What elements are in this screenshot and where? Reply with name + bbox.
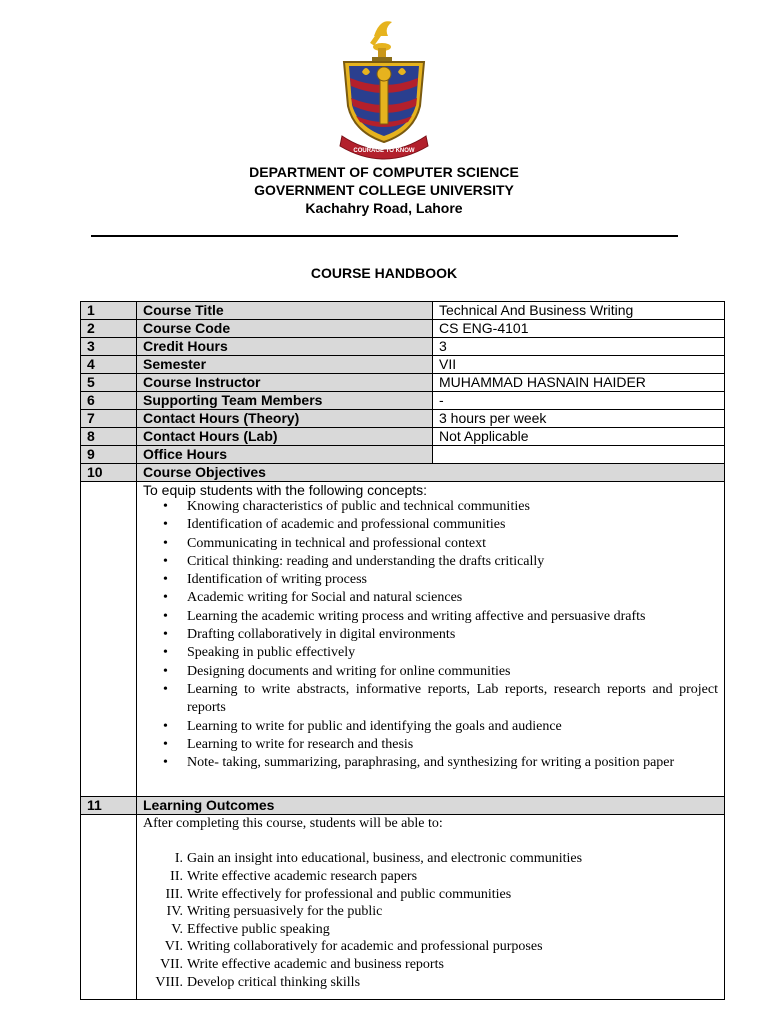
info-row	[81, 446, 725, 464]
outcome-item	[143, 974, 718, 992]
outcome-text: Write effective academic research papers	[187, 869, 418, 885]
row-value: VII	[433, 356, 725, 374]
row-label: Credit Hours	[137, 338, 433, 356]
row-value: 3 hours per week	[433, 410, 725, 428]
row-label: Course Code	[137, 320, 433, 338]
outcome-item	[143, 903, 718, 921]
row-number: 8	[81, 428, 137, 446]
objective-item: • Academic writing for Social and natural sciences	[143, 589, 718, 607]
row-number: 2	[81, 320, 137, 338]
row-number: 3	[81, 338, 137, 356]
outcome-text: Develop critical thinking skills	[187, 974, 361, 990]
outcomes-list	[143, 850, 718, 991]
row-number: 4	[81, 356, 137, 374]
outcomes-content-row	[81, 815, 725, 1000]
info-row	[81, 410, 725, 428]
row-label: Course Objectives	[137, 464, 725, 482]
outcome-item	[143, 921, 718, 939]
info-row	[81, 302, 725, 320]
crest-motto: COURAGE TO KNOW	[353, 148, 415, 154]
row-label: Course Title	[137, 302, 433, 320]
row-label: Learning Outcomes	[137, 797, 725, 815]
row-label: Contact Hours (Theory)	[137, 410, 433, 428]
outcome-numeral: VI.	[164, 939, 183, 955]
row-value: -	[433, 392, 725, 410]
outcome-text: Write effectively for professional and public communities	[187, 886, 512, 902]
row-value: 3	[433, 338, 725, 356]
department-name: DEPARTMENT OF COMPUTER SCIENCE	[249, 164, 519, 180]
row-number: 7	[81, 410, 137, 428]
institution-header	[0, 163, 768, 217]
row-value	[433, 446, 725, 464]
university-address: Kachahry Road, Lahore	[305, 200, 463, 216]
objective-item: • Learning the academic writing process and writing affective and persuasive drafts	[143, 608, 718, 626]
row-number: 11	[81, 797, 137, 815]
objective-item: • Learning to write abstracts, informative reports, Lab reports, research reports and project reports	[143, 681, 718, 718]
row-label: Supporting Team Members	[137, 392, 433, 410]
outcome-numeral: VIII.	[155, 974, 183, 990]
outcomes-header-row	[81, 797, 725, 815]
outcome-text: Writing collaboratively for academic and professional purposes	[187, 939, 543, 955]
row-number: 6	[81, 392, 137, 410]
empty-cell	[81, 815, 137, 1000]
row-number: 5	[81, 374, 137, 392]
objectives-header-row	[81, 464, 725, 482]
row-value: Technical And Business Writing	[433, 302, 725, 320]
row-label: Course Instructor	[137, 374, 433, 392]
header-divider	[91, 235, 678, 237]
row-label: Office Hours	[137, 446, 433, 464]
outcome-item	[143, 868, 718, 886]
row-label: Semester	[137, 356, 433, 374]
objective-item: • Learning to write for public and identifying the goals and audience	[143, 718, 718, 736]
objectives-content	[137, 482, 725, 797]
outcome-item	[143, 850, 718, 868]
outcome-numeral: II.	[170, 869, 183, 885]
outcome-text: Writing persuasively for the public	[187, 904, 383, 920]
info-row	[81, 374, 725, 392]
outcome-numeral: VII.	[160, 957, 183, 973]
outcome-numeral: I.	[174, 851, 183, 867]
row-value: Not Applicable	[433, 428, 725, 446]
university-crest-logo	[322, 14, 446, 162]
objective-item: • Identification of academic and professional communities	[143, 516, 718, 534]
info-row	[81, 428, 725, 446]
info-row	[81, 392, 725, 410]
objective-item: • Knowing characteristics of public and technical communities	[143, 498, 718, 516]
objective-item: • Note- taking, summarizing, paraphrasing, and synthesizing for writing a position paper	[143, 754, 718, 772]
row-number: 10	[81, 464, 137, 482]
objective-item: • Speaking in public effectively	[143, 644, 718, 662]
row-number: 9	[81, 446, 137, 464]
objective-item: • Designing documents and writing for online communities	[143, 663, 718, 681]
document-title: COURSE HANDBOOK	[310, 265, 458, 281]
outcome-text: Write effective academic and business reports	[187, 957, 444, 973]
outcomes-content	[137, 815, 725, 1000]
objective-item: • Drafting collaboratively in digital environments	[143, 626, 718, 644]
objective-item: • Learning to write for research and thesis	[143, 736, 718, 754]
row-value: MUHAMMAD HASNAIN HAIDER	[433, 374, 725, 392]
objectives-intro: To equip students with the following concepts:	[143, 482, 428, 498]
row-label: Contact Hours (Lab)	[137, 428, 433, 446]
objectives-list	[143, 498, 718, 788]
course-info-table	[80, 301, 725, 1000]
info-row	[81, 356, 725, 374]
outcome-text: Gain an insight into educational, business, and electronic communities	[187, 851, 583, 867]
outcome-item	[143, 938, 718, 956]
row-value: CS ENG-4101	[433, 320, 725, 338]
empty-cell	[81, 482, 137, 797]
objective-item: • Communicating in technical and professional context	[143, 535, 718, 553]
outcome-numeral: III.	[165, 886, 183, 902]
objective-item: • Identification of writing process	[143, 571, 718, 589]
university-name: GOVERNMENT COLLEGE UNIVERSITY	[254, 182, 514, 198]
outcomes-intro: After completing this course, students will be able to:	[143, 816, 443, 832]
outcome-text: Effective public speaking	[187, 921, 330, 937]
outcome-numeral: IV.	[166, 904, 183, 920]
outcome-item	[143, 886, 718, 904]
torch-icon	[370, 21, 392, 61]
outcome-item	[143, 956, 718, 974]
info-row	[81, 338, 725, 356]
info-row	[81, 320, 725, 338]
outcome-numeral: V.	[171, 921, 183, 937]
objectives-content-row	[81, 482, 725, 797]
objective-item: • Critical thinking: reading and understanding the drafts critically	[143, 553, 718, 571]
row-number: 1	[81, 302, 137, 320]
